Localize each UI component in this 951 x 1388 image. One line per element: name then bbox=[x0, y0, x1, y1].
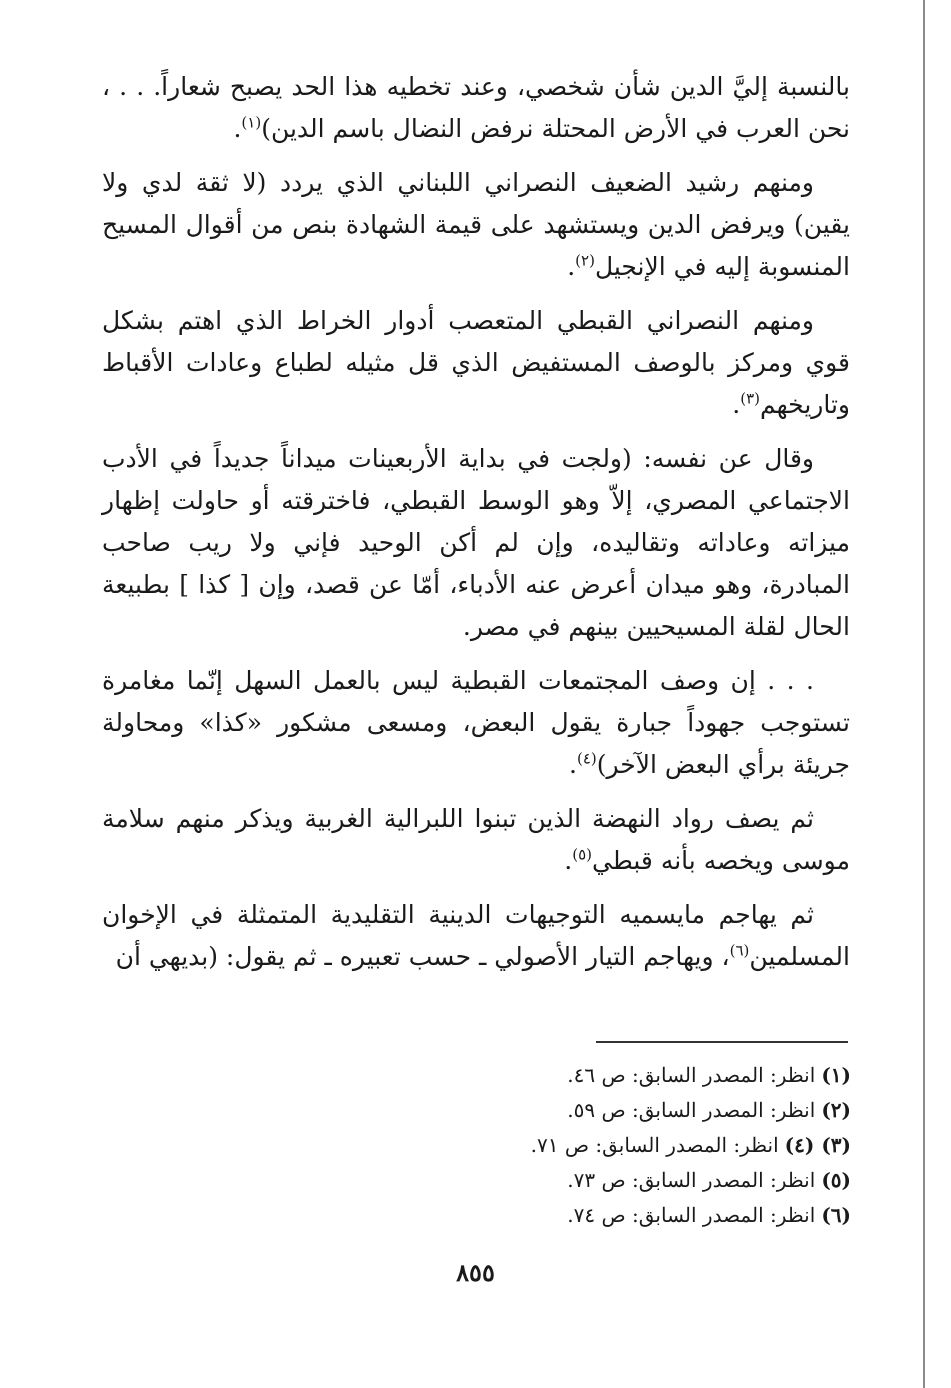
footnote-text: انظر: المصدر السابق: ص ٥٩. bbox=[567, 1098, 816, 1122]
footnote-text: انظر: المصدر السابق: ص ٤٦. bbox=[567, 1063, 816, 1087]
paragraph-end: . bbox=[567, 252, 576, 281]
footnote-text: انظر: المصدر السابق: ص ٧١. bbox=[530, 1133, 779, 1157]
footnote-number: (١) bbox=[821, 1063, 851, 1087]
paragraph bbox=[102, 66, 850, 150]
footnote bbox=[451, 1198, 851, 1233]
footnote-text: انظر: المصدر السابق: ص ٧٣. bbox=[567, 1168, 816, 1192]
paragraph-text: . . . إن وصف المجتمعات القبطية ليس بالعمل السهل إنّما مغامرة تستوجب جهوداً جبارة يقول البعض، ومسعى مشكور «كذا» ومحاولة جريئة برأي البعض الآخر) bbox=[102, 666, 850, 779]
footnote-number: (٥) bbox=[821, 1168, 851, 1192]
paragraph-text: ومنهم النصراني القبطي المتعصب أدوار الخراط الذي اهتم بشكل قوي ومركز بالوصف المستفيض الذي قل مثيله لطباع وعادات الأقباط وتاريخهم bbox=[102, 306, 850, 419]
footnote-ref: (٥) bbox=[572, 845, 593, 864]
paragraph-text: ثم يصف رواد النهضة الذين تبنوا اللبرالية الغربية ويذكر منهم سلامة موسى ويخصه بأنه قبطي bbox=[102, 804, 850, 875]
footnote-ref: (٣) bbox=[740, 389, 761, 408]
paragraph bbox=[102, 660, 850, 786]
footnote-number: (٢) bbox=[821, 1098, 851, 1122]
paragraph bbox=[102, 438, 850, 648]
footnote-ref: (٦) bbox=[729, 941, 750, 960]
footnote bbox=[451, 1163, 851, 1198]
paragraph bbox=[102, 894, 850, 978]
page-edge-line bbox=[923, 0, 925, 1388]
footnote-ref: (٢) bbox=[575, 251, 595, 270]
footnote-number: (٦) bbox=[821, 1203, 851, 1227]
paragraph-end: . bbox=[564, 846, 573, 875]
footnote bbox=[451, 1058, 851, 1093]
page-number: ٨٥٥ bbox=[456, 1258, 495, 1287]
paragraph-end: . bbox=[569, 750, 577, 779]
paragraph bbox=[102, 162, 850, 288]
footnote-separator bbox=[596, 1041, 848, 1043]
body-text bbox=[102, 66, 850, 990]
footnote bbox=[451, 1093, 851, 1128]
footnote-ref: (١) bbox=[241, 113, 262, 132]
paragraph-end: ، ويهاجم التيار الأصولي ـ حسب تعبيره ـ ثم يقول: (بديهي أن bbox=[115, 942, 730, 971]
paragraph-text: بالنسبة إليَّ الدين شأن شخصي، وعند تخطيه هذا الحد يصبح شعاراً. . . ، نحن العرب في الأرض المحتلة نرفض النضال باسم الدين) bbox=[102, 72, 850, 143]
footnote-text: انظر: المصدر السابق: ص ٧٤. bbox=[567, 1203, 816, 1227]
footnote-number: (٣) (٤) bbox=[784, 1133, 851, 1157]
paragraph-end: . bbox=[233, 114, 242, 143]
paragraph-text: ثم يهاجم مايسميه التوجيهات الدينية التقليدية المتمثلة في الإخوان المسلمين bbox=[102, 900, 850, 971]
paragraph bbox=[102, 300, 850, 426]
paragraph-text: وقال عن نفسه: (ولجت في بداية الأربعينات ميداناً جديداً في الأدب الاجتماعي المصري، إلاّ وهو الوسط القبطي، فاخترقته أو حاولت إظهار ميزاته وعاداته وتقاليده، وإن لم أكن الوحيد فإني ولا ريب صاحب المبادرة، وهو ميدان أعرض عنه الأدباء، أمّا عن قصد، وإن [ كذا ] بطبيعة الحال لقلة المسيحيين بينهم في مصر. bbox=[102, 444, 850, 641]
footnotes bbox=[451, 1058, 851, 1233]
paragraph-text: ومنهم رشيد الضعيف النصراني اللبناني الذي يردد (لا ثقة لدي ولا يقين) ويرفض الدين ويستشهد على قيمة الشهادة بنص من أقوال المسيح المنسوبة إليه في الإنجيل bbox=[102, 168, 850, 281]
footnote bbox=[451, 1128, 851, 1163]
footnote-ref: (٤) bbox=[576, 749, 597, 768]
paragraph-end: . bbox=[732, 390, 741, 419]
paragraph bbox=[102, 798, 850, 882]
